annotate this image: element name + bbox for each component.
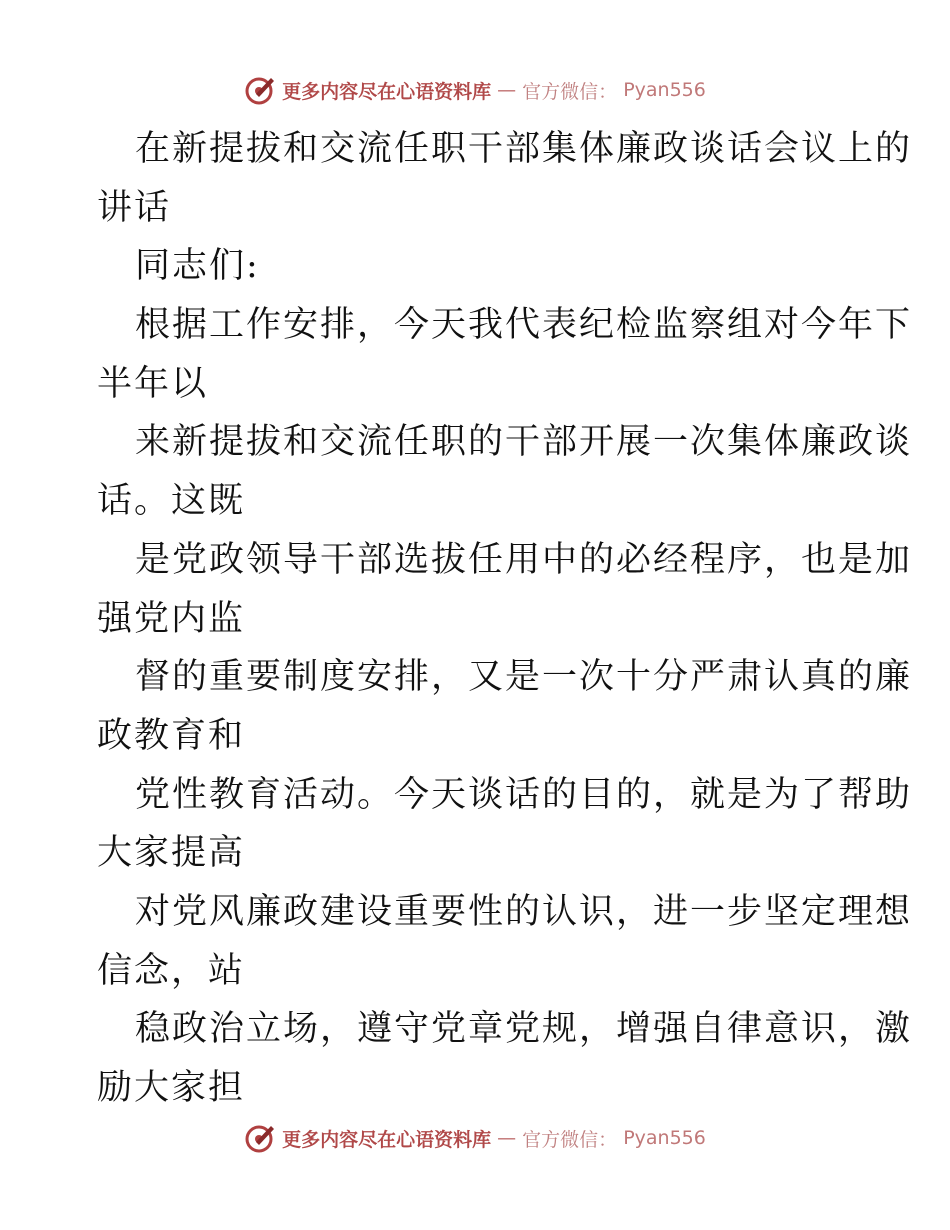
text-line: 同志们:: [135, 246, 260, 287]
text-line: 强党内监: [97, 598, 246, 639]
text-line: 政教育和: [97, 715, 246, 756]
text-line: 稳政治立场，遵守党章党规，增强自律意识，激: [135, 1009, 913, 1050]
pen-circle-logo-icon: [244, 74, 276, 106]
text-line: 是党政领导干部选拔任用中的必经程序，也是加: [135, 539, 913, 580]
text-line: 党性教育活动。今天谈话的目的，就是为了帮助: [135, 774, 913, 815]
text-line: 话。这既: [97, 481, 246, 522]
footer-watermark: [0, 1118, 950, 1158]
text-line: 来新提拔和交流任职的干部开展一次集体廉政谈: [135, 422, 913, 463]
speech-body: [97, 120, 913, 1118]
text-line: 半年以: [97, 363, 209, 404]
watermark-wechat-id: Pyan556: [623, 79, 706, 101]
watermark-dash: —: [497, 79, 517, 101]
text-line: 大家提高: [97, 833, 246, 874]
watermark-title: 更多内容尽在心语资料库: [282, 80, 492, 103]
watermark-wechat-label: 官方微信：: [522, 1128, 618, 1151]
header-watermark: [0, 70, 950, 110]
watermark-wechat-label: 官方微信：: [522, 80, 618, 103]
text-line: 根据工作安排，今天我代表纪检监察组对今年下: [135, 305, 913, 346]
text-line: 对党风廉政建设重要性的认识，进一步坚定理想: [135, 891, 913, 932]
watermark-title: 更多内容尽在心语资料库: [282, 1128, 492, 1151]
text-line: 在新提拔和交流任职干部集体廉政谈话会议上的: [135, 129, 913, 169]
text-line: 讲话: [97, 187, 172, 228]
watermark-wechat-id: Pyan556: [623, 1127, 706, 1149]
pen-circle-logo-icon: [244, 1122, 276, 1154]
text-line: 督的重要制度安排，又是一次十分严肃认真的廉: [135, 657, 913, 698]
text-line: 励大家担: [97, 1068, 246, 1108]
watermark-dash: —: [497, 1127, 517, 1149]
text-line: 信念，站: [97, 950, 246, 991]
